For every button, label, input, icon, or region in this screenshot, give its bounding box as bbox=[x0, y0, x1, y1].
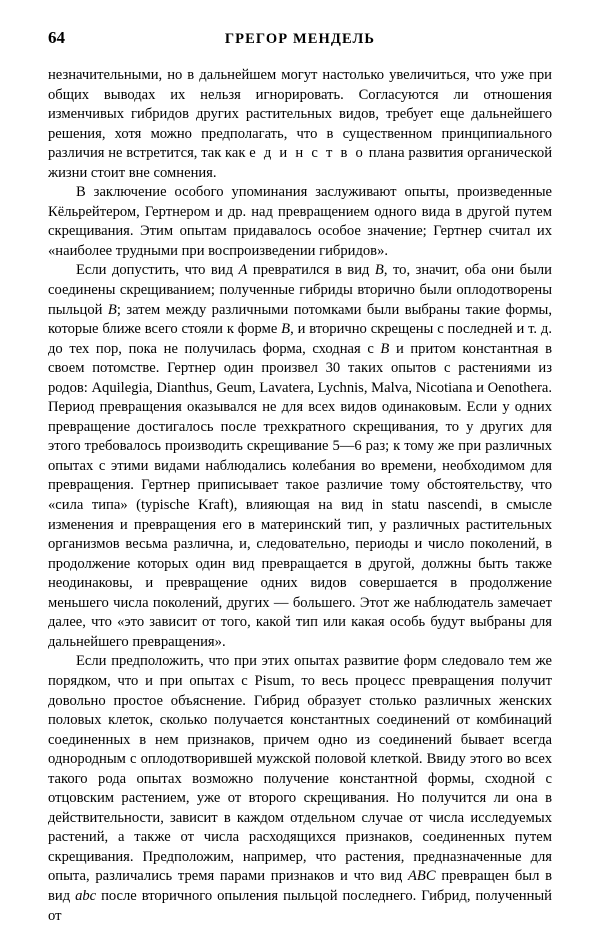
paragraph: В заключение особого упоминания заслуживают опыты, произведенные Кёльрейтером, Гертнером и др. над превращением одного вида в другой путем скрещивания. Этим опытам придавалось особое значение; Гертнер считал их «наиболее трудными при воспроизведении гибридов». bbox=[48, 184, 552, 259]
paragraph: Если предположить, что при этих опытах развитие форм следовало тем же порядком, что и при опытах с Pisum, то весь процесс превращения получит довольно простое объяснение. Гибрид образует столько различных женских половых клеток, сколько получается константных соединений от комбинаций соединенных в нем признаков, причем одно из соединений бывает всегда однородным с оплодотворившей мужской половой клеткой. Ввиду этого во всех такого рода опытах возможно получение константной формы, сходной с отцовским растением, уже от второго скрещивания. Но получится ли она в действительности, зависит в каждом отдельном случае от числа исследуемых растений, а также от числа расходящихся признаков, соединенных путем скрещивания. Предположим, например, что растения, предназначенные для опыта, различались тремя парами признаков и что вид ABC превращен был в вид abc после вторичного опыления пыльцой последнего. Гибрид, полученный от bbox=[48, 653, 553, 924]
paragraph: незначительными, но в дальнейшем могут настолько увеличиться, что уже при общих выводах их нельзя игнорировать. Согласуются ли отношения изменчивых гибридов других растительных видов, требует еще дальнейшего решения, хотя можно предполагать, что в существенном принципиального различия не встретится, так как е д и н с т в о плана развития органической жизни стоит вне сомнения. bbox=[48, 67, 553, 181]
paragraph: Если допустить, что вид A превратился в вид B, то, значит, оба они были соединены скрещиванием; полученные гибриды вторично были оплодотворены пыльцой B; затем между различными потомками были выбраны такие формы, которые ближе всего стояли к форме B, и вторично скрещены с последней и т. д. до тех пор, пока не получилась форма, сходная с B и притом константная в своем потомстве. Гертнер один произвел 30 таких опытов с растениями из родов: Aquilegia, Dianthus, Geum, Lavatera, Lychnis, Malva, Nicotiana и Oenothera. Период превращения оказывался не для всех видов одинаковым. Если у одних превращение достигалось после трехкратного скрещивания, то у других для этого требовалось производить скрещивание 5—6 раз; к тому же при различных опытах с этими видами наблюдались колебания во времени, необходимом для превращения. Гертнер приписывает такое различие тому обстоятельству, что «сила типа» (typische Kraft), влияющая на вид in statu nascendi, в смысле изменения и превращения его в материнский тип, у различных растительных организмов весьма различна, и, следовательно, периоды и число поколений, в продолжение которых один вид превращается в другой, должны быть также неодинаковы, и превращение одних видов совершается в продолжение меньшего числа поколений, других — большего. Этот же наблюдатель замечает далее, что «это зависит от того, какой тип или какая особь будут выбраны для дальнейшего превращения». bbox=[48, 262, 553, 650]
body-text bbox=[48, 66, 552, 926]
page-header bbox=[48, 28, 552, 50]
page-number: 64 bbox=[48, 28, 65, 47]
running-title: ГРЕГОР МЕНДЕЛЬ bbox=[224, 31, 376, 47]
